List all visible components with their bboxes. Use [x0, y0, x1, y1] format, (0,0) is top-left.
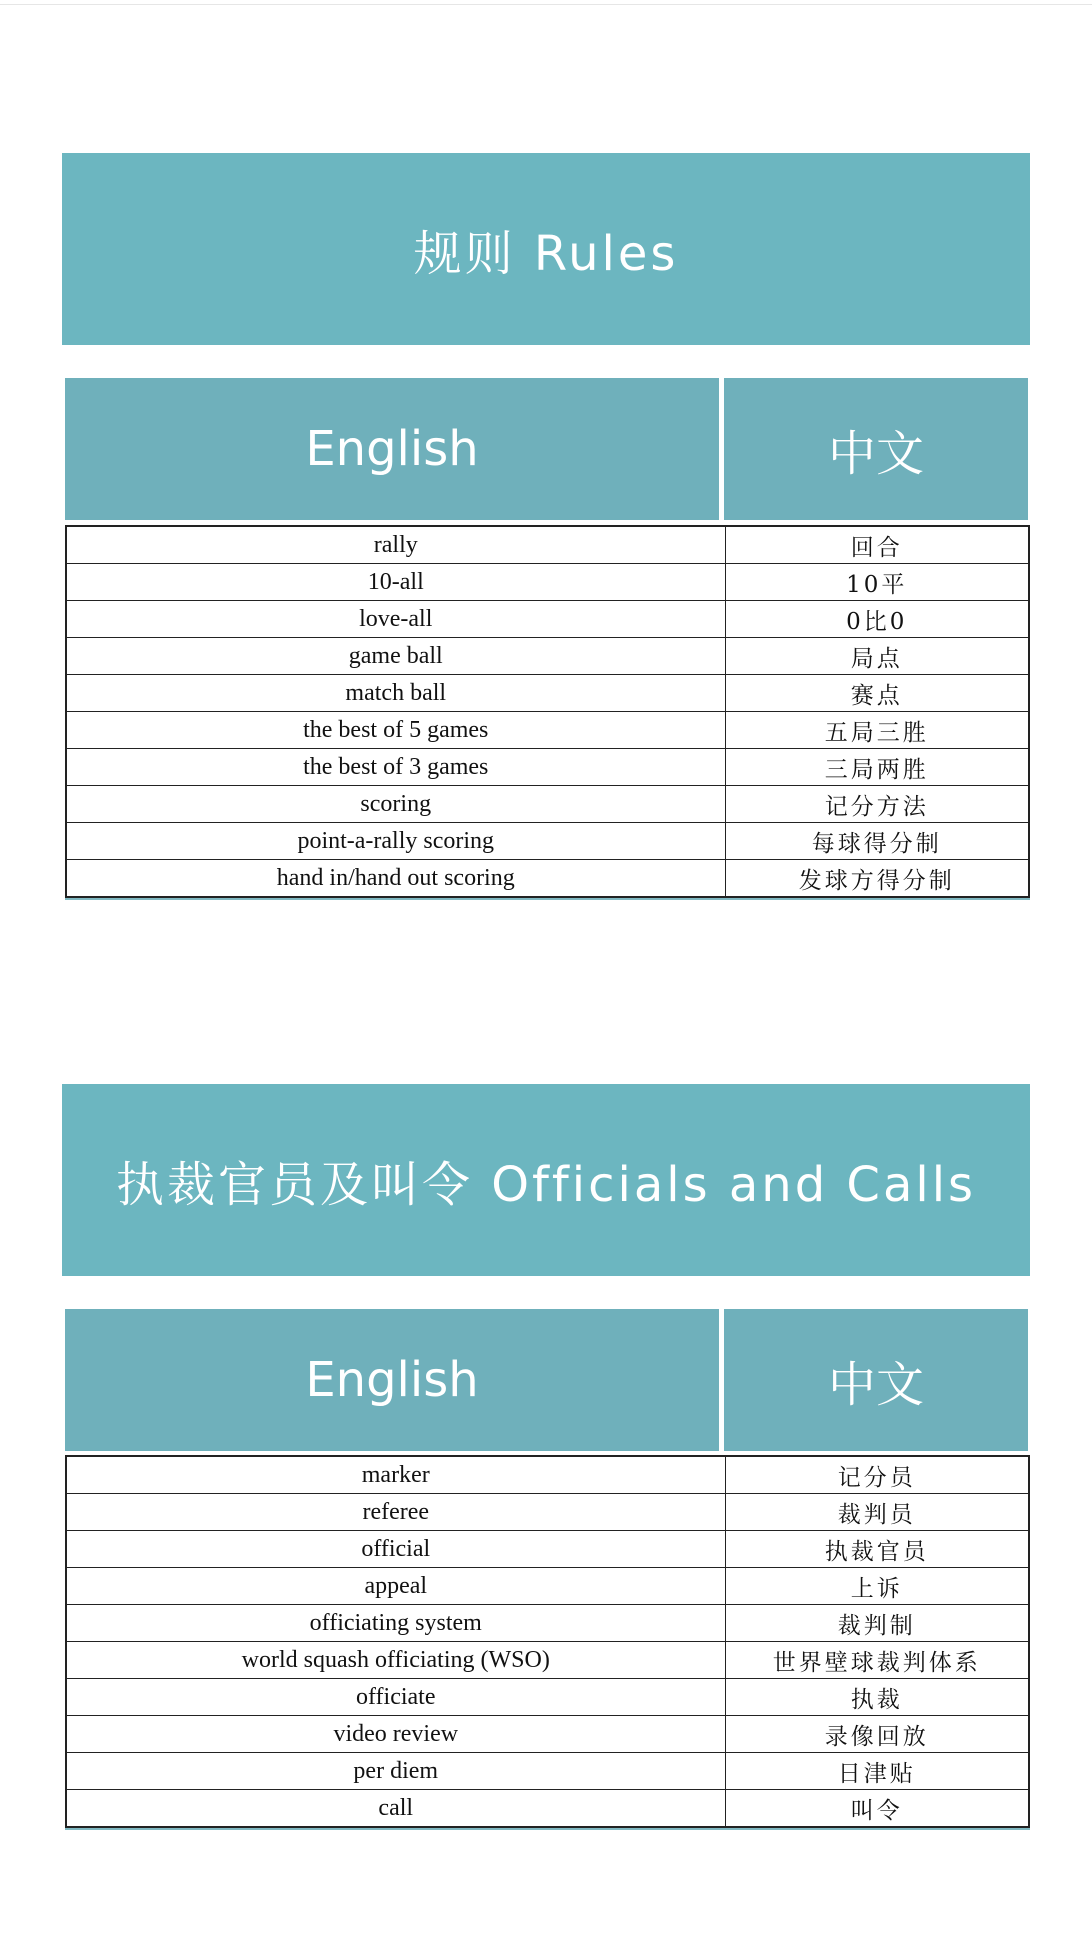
term-english: rally: [66, 526, 725, 564]
term-english: call: [66, 1790, 725, 1828]
term-chinese: 发球方得分制: [725, 860, 1029, 898]
term-chinese: 上诉: [725, 1568, 1029, 1605]
term-chinese: 五局三胜: [725, 712, 1029, 749]
table-row: [66, 1790, 1029, 1828]
term-english: video review: [66, 1716, 725, 1753]
table-row: [66, 823, 1029, 860]
term-english: referee: [66, 1494, 725, 1531]
term-chinese: 局点: [725, 638, 1029, 675]
term-english: per diem: [66, 1753, 725, 1790]
top-divider: [0, 4, 1092, 5]
term-english: point-a-rally scoring: [66, 823, 725, 860]
term-english: the best of 5 games: [66, 712, 725, 749]
term-chinese: 10平: [725, 564, 1029, 601]
table-row: [66, 1679, 1029, 1716]
term-english: match ball: [66, 675, 725, 712]
term-english: world squash officiating (WSO): [66, 1642, 725, 1679]
table-row: [66, 860, 1029, 898]
section-title: 规则 Rules: [413, 225, 679, 282]
term-english: officiate: [66, 1679, 725, 1716]
table-row: [66, 1494, 1029, 1531]
term-english: the best of 3 games: [66, 749, 725, 786]
glossary-table-rules: [65, 525, 1030, 898]
glossary-table-officials: [65, 1455, 1030, 1828]
term-english: marker: [66, 1456, 725, 1494]
table-row: [66, 1605, 1029, 1642]
table-row: [66, 638, 1029, 675]
term-english: scoring: [66, 786, 725, 823]
term-english: love-all: [66, 601, 725, 638]
table-header-rules: [65, 378, 1028, 520]
table-row: [66, 1568, 1029, 1605]
table-row: [66, 675, 1029, 712]
term-english: game ball: [66, 638, 725, 675]
term-chinese: 记分员: [725, 1456, 1029, 1494]
term-english: appeal: [66, 1568, 725, 1605]
term-english: officiating system: [66, 1605, 725, 1642]
section-banner-officials: [62, 1084, 1030, 1276]
term-english: hand in/hand out scoring: [66, 860, 725, 898]
term-chinese: 日津贴: [725, 1753, 1029, 1790]
term-chinese: 裁判制: [725, 1605, 1029, 1642]
term-english: official: [66, 1531, 725, 1568]
term-english: 10-all: [66, 564, 725, 601]
header-english: English: [65, 378, 719, 520]
term-chinese: 0比0: [725, 601, 1029, 638]
table-row: [66, 1753, 1029, 1790]
table-row: [66, 749, 1029, 786]
table-row: [66, 1531, 1029, 1568]
term-chinese: 每球得分制: [725, 823, 1029, 860]
term-chinese: 执裁官员: [725, 1531, 1029, 1568]
section-title: 执裁官员及叫令 Officials and Calls: [115, 1156, 977, 1213]
table-row: [66, 1716, 1029, 1753]
term-chinese: 执裁: [725, 1679, 1029, 1716]
table-row: [66, 712, 1029, 749]
table-row: [66, 564, 1029, 601]
term-chinese: 赛点: [725, 675, 1029, 712]
section-banner-rules: [62, 153, 1030, 345]
table-row: [66, 601, 1029, 638]
table-header-officials: [65, 1309, 1028, 1451]
term-chinese: 裁判员: [725, 1494, 1029, 1531]
term-chinese: 世界壁球裁判体系: [725, 1642, 1029, 1679]
table-row: [66, 1642, 1029, 1679]
term-chinese: 三局两胜: [725, 749, 1029, 786]
header-english: English: [65, 1309, 719, 1451]
table-row: [66, 786, 1029, 823]
term-chinese: 记分方法: [725, 786, 1029, 823]
table-row: [66, 1456, 1029, 1494]
header-chinese: 中文: [724, 1309, 1028, 1451]
header-chinese: 中文: [724, 378, 1028, 520]
table-row: [66, 526, 1029, 564]
term-chinese: 录像回放: [725, 1716, 1029, 1753]
term-chinese: 叫令: [725, 1790, 1029, 1828]
term-chinese: 回合: [725, 526, 1029, 564]
